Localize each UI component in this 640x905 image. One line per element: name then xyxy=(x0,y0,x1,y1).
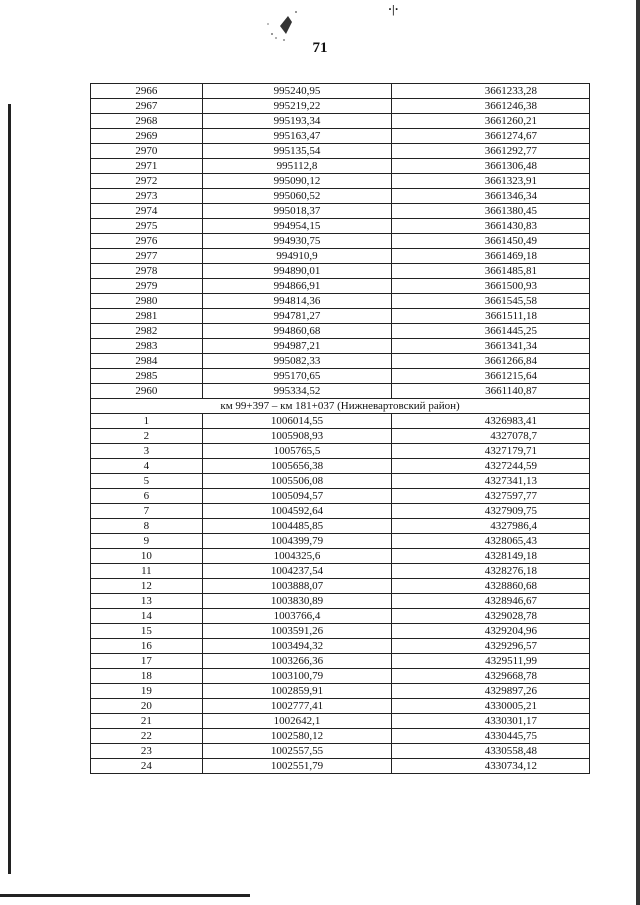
x-coordinate-cell: 1005656,38 xyxy=(202,459,392,474)
x-coordinate-cell: 995163,47 xyxy=(202,129,392,144)
y-coordinate-cell: 4327179,71 xyxy=(392,444,590,459)
scan-edge-right xyxy=(636,0,640,905)
x-coordinate-cell: 994954,15 xyxy=(202,219,392,234)
table-row xyxy=(91,189,590,204)
y-coordinate-cell: 4327909,75 xyxy=(392,504,590,519)
point-number-cell: 2974 xyxy=(91,204,203,219)
y-coordinate-cell: 3661266,84 xyxy=(392,354,590,369)
point-number-cell: 2972 xyxy=(91,174,203,189)
table-row xyxy=(91,429,590,444)
table-row xyxy=(91,384,590,399)
point-number-cell: 5 xyxy=(91,474,203,489)
coordinates-table-body-part1 xyxy=(91,84,590,399)
table-row xyxy=(91,114,590,129)
table-row xyxy=(91,504,590,519)
point-number-cell: 2984 xyxy=(91,354,203,369)
point-number-cell: 2985 xyxy=(91,369,203,384)
table-row xyxy=(91,414,590,429)
point-number-cell: 6 xyxy=(91,489,203,504)
point-number-cell: 2976 xyxy=(91,234,203,249)
x-coordinate-cell: 1003766,4 xyxy=(202,609,392,624)
point-number-cell: 24 xyxy=(91,759,203,774)
y-coordinate-cell: 4328860,68 xyxy=(392,579,590,594)
table-row xyxy=(91,459,590,474)
y-coordinate-cell: 4327078,7 xyxy=(392,429,590,444)
point-number-cell: 3 xyxy=(91,444,203,459)
table-row xyxy=(91,684,590,699)
table-row xyxy=(91,594,590,609)
table-row xyxy=(91,519,590,534)
table-row xyxy=(91,219,590,234)
point-number-cell: 15 xyxy=(91,624,203,639)
x-coordinate-cell: 1004399,79 xyxy=(202,534,392,549)
y-coordinate-cell: 3661430,83 xyxy=(392,219,590,234)
table-row xyxy=(91,129,590,144)
table-row xyxy=(91,474,590,489)
x-coordinate-cell: 1003591,26 xyxy=(202,624,392,639)
table-row xyxy=(91,654,590,669)
table-row xyxy=(91,639,590,654)
x-coordinate-cell: 994781,27 xyxy=(202,309,392,324)
x-coordinate-cell: 995193,34 xyxy=(202,114,392,129)
table-row xyxy=(91,99,590,114)
x-coordinate-cell: 994930,75 xyxy=(202,234,392,249)
table-row xyxy=(91,564,590,579)
section-header-row xyxy=(91,399,590,414)
x-coordinate-cell: 1002859,91 xyxy=(202,684,392,699)
x-coordinate-cell: 994866,91 xyxy=(202,279,392,294)
coordinates-table xyxy=(90,83,590,774)
table-row xyxy=(91,729,590,744)
table-row xyxy=(91,354,590,369)
table-row xyxy=(91,624,590,639)
table-row xyxy=(91,249,590,264)
table-row xyxy=(91,579,590,594)
table-row xyxy=(91,714,590,729)
point-number-cell: 22 xyxy=(91,729,203,744)
x-coordinate-cell: 1004592,64 xyxy=(202,504,392,519)
x-coordinate-cell: 1004325,6 xyxy=(202,549,392,564)
x-coordinate-cell: 1002777,41 xyxy=(202,699,392,714)
y-coordinate-cell: 3661274,67 xyxy=(392,129,590,144)
y-coordinate-cell: 3661140,87 xyxy=(392,384,590,399)
table-row xyxy=(91,609,590,624)
x-coordinate-cell: 994890,01 xyxy=(202,264,392,279)
x-coordinate-cell: 995170,65 xyxy=(202,369,392,384)
table-row xyxy=(91,294,590,309)
point-number-cell: 23 xyxy=(91,744,203,759)
x-coordinate-cell: 1005908,93 xyxy=(202,429,392,444)
x-coordinate-cell: 1002551,79 xyxy=(202,759,392,774)
table-row xyxy=(91,309,590,324)
point-number-cell: 19 xyxy=(91,684,203,699)
x-coordinate-cell: 995090,12 xyxy=(202,174,392,189)
point-number-cell: 2966 xyxy=(91,84,203,99)
x-coordinate-cell: 1004237,54 xyxy=(202,564,392,579)
point-number-cell: 2982 xyxy=(91,324,203,339)
y-coordinate-cell: 3661292,77 xyxy=(392,144,590,159)
x-coordinate-cell: 995082,33 xyxy=(202,354,392,369)
table-row xyxy=(91,489,590,504)
table-row xyxy=(91,699,590,714)
point-number-cell: 2975 xyxy=(91,219,203,234)
table-row xyxy=(91,84,590,99)
y-coordinate-cell: 3661346,34 xyxy=(392,189,590,204)
point-number-cell: 2978 xyxy=(91,264,203,279)
point-number-cell: 2969 xyxy=(91,129,203,144)
point-number-cell: 12 xyxy=(91,579,203,594)
x-coordinate-cell: 995240,95 xyxy=(202,84,392,99)
y-coordinate-cell: 4329897,26 xyxy=(392,684,590,699)
point-number-cell: 2983 xyxy=(91,339,203,354)
y-coordinate-cell: 4329511,99 xyxy=(392,654,590,669)
x-coordinate-cell: 1005506,08 xyxy=(202,474,392,489)
point-number-cell: 2 xyxy=(91,429,203,444)
table-row xyxy=(91,264,590,279)
point-number-cell: 1 xyxy=(91,414,203,429)
y-coordinate-cell: 4328065,43 xyxy=(392,534,590,549)
x-coordinate-cell: 1003888,07 xyxy=(202,579,392,594)
y-coordinate-cell: 3661380,45 xyxy=(392,204,590,219)
point-number-cell: 20 xyxy=(91,699,203,714)
x-coordinate-cell: 1003830,89 xyxy=(202,594,392,609)
x-coordinate-cell: 995135,54 xyxy=(202,144,392,159)
y-coordinate-cell: 4330734,12 xyxy=(392,759,590,774)
y-coordinate-cell: 4330301,17 xyxy=(392,714,590,729)
x-coordinate-cell: 1002642,1 xyxy=(202,714,392,729)
coordinates-table-body-part2 xyxy=(91,414,590,774)
y-coordinate-cell: 3661511,18 xyxy=(392,309,590,324)
y-coordinate-cell: 4329028,78 xyxy=(392,609,590,624)
table-row xyxy=(91,144,590,159)
y-coordinate-cell: 3661445,25 xyxy=(392,324,590,339)
table-row xyxy=(91,534,590,549)
y-coordinate-cell: 4329668,78 xyxy=(392,669,590,684)
y-coordinate-cell: 4330005,21 xyxy=(392,699,590,714)
y-coordinate-cell: 4327341,13 xyxy=(392,474,590,489)
table-row xyxy=(91,174,590,189)
scan-edge-left xyxy=(8,104,11,874)
y-coordinate-cell: 4327986,4 xyxy=(392,519,590,534)
x-coordinate-cell: 1003266,36 xyxy=(202,654,392,669)
table-row xyxy=(91,204,590,219)
x-coordinate-cell: 1006014,55 xyxy=(202,414,392,429)
point-number-cell: 16 xyxy=(91,639,203,654)
x-coordinate-cell: 1002580,12 xyxy=(202,729,392,744)
table-row xyxy=(91,279,590,294)
table-row xyxy=(91,339,590,354)
y-coordinate-cell: 4327244,59 xyxy=(392,459,590,474)
x-coordinate-cell: 995112,8 xyxy=(202,159,392,174)
point-number-cell: 2973 xyxy=(91,189,203,204)
y-coordinate-cell: 3661485,81 xyxy=(392,264,590,279)
y-coordinate-cell: 3661306,48 xyxy=(392,159,590,174)
y-coordinate-cell: 4328149,18 xyxy=(392,549,590,564)
point-number-cell: 2970 xyxy=(91,144,203,159)
table-row xyxy=(91,444,590,459)
x-coordinate-cell: 1003494,32 xyxy=(202,639,392,654)
x-coordinate-cell: 994860,68 xyxy=(202,324,392,339)
y-coordinate-cell: 3661545,58 xyxy=(392,294,590,309)
scan-artifact-mark: ·|· xyxy=(388,2,399,16)
y-coordinate-cell: 4326983,41 xyxy=(392,414,590,429)
y-coordinate-cell: 4329296,57 xyxy=(392,639,590,654)
x-coordinate-cell: 994814,36 xyxy=(202,294,392,309)
x-coordinate-cell: 995334,52 xyxy=(202,384,392,399)
point-number-cell: 2977 xyxy=(91,249,203,264)
point-number-cell: 2968 xyxy=(91,114,203,129)
point-number-cell: 21 xyxy=(91,714,203,729)
y-coordinate-cell: 4330445,75 xyxy=(392,729,590,744)
x-coordinate-cell: 1005094,57 xyxy=(202,489,392,504)
y-coordinate-cell: 4329204,96 xyxy=(392,624,590,639)
table-row xyxy=(91,234,590,249)
x-coordinate-cell: 995018,37 xyxy=(202,204,392,219)
y-coordinate-cell: 3661246,38 xyxy=(392,99,590,114)
page-number: 71 xyxy=(312,40,328,56)
scan-edge-bottom xyxy=(0,894,250,897)
point-number-cell: 11 xyxy=(91,564,203,579)
table-row xyxy=(91,744,590,759)
section-title: км 99+397 – км 181+037 (Нижневартовский район) xyxy=(91,399,590,414)
y-coordinate-cell: 3661450,49 xyxy=(392,234,590,249)
point-number-cell: 2981 xyxy=(91,309,203,324)
y-coordinate-cell: 3661260,21 xyxy=(392,114,590,129)
y-coordinate-cell: 3661323,91 xyxy=(392,174,590,189)
x-coordinate-cell: 994987,21 xyxy=(202,339,392,354)
x-coordinate-cell: 994910,9 xyxy=(202,249,392,264)
x-coordinate-cell: 1003100,79 xyxy=(202,669,392,684)
point-number-cell: 2967 xyxy=(91,99,203,114)
section-header-group xyxy=(91,399,590,414)
y-coordinate-cell: 3661233,28 xyxy=(392,84,590,99)
y-coordinate-cell: 4328276,18 xyxy=(392,564,590,579)
x-coordinate-cell: 995060,52 xyxy=(202,189,392,204)
table-row xyxy=(91,669,590,684)
y-coordinate-cell: 4330558,48 xyxy=(392,744,590,759)
y-coordinate-cell: 4328946,67 xyxy=(392,594,590,609)
y-coordinate-cell: 3661500,93 xyxy=(392,279,590,294)
point-number-cell: 4 xyxy=(91,459,203,474)
x-coordinate-cell: 1004485,85 xyxy=(202,519,392,534)
point-number-cell: 2980 xyxy=(91,294,203,309)
y-coordinate-cell: 3661215,64 xyxy=(392,369,590,384)
point-number-cell: 13 xyxy=(91,594,203,609)
y-coordinate-cell: 3661469,18 xyxy=(392,249,590,264)
point-number-cell: 7 xyxy=(91,504,203,519)
point-number-cell: 8 xyxy=(91,519,203,534)
x-coordinate-cell: 995219,22 xyxy=(202,99,392,114)
x-coordinate-cell: 1005765,5 xyxy=(202,444,392,459)
y-coordinate-cell: 4327597,77 xyxy=(392,489,590,504)
point-number-cell: 17 xyxy=(91,654,203,669)
table-row xyxy=(91,369,590,384)
table-row xyxy=(91,549,590,564)
x-coordinate-cell: 1002557,55 xyxy=(202,744,392,759)
point-number-cell: 9 xyxy=(91,534,203,549)
point-number-cell: 10 xyxy=(91,549,203,564)
point-number-cell: 2971 xyxy=(91,159,203,174)
y-coordinate-cell: 3661341,34 xyxy=(392,339,590,354)
point-number-cell: 2979 xyxy=(91,279,203,294)
table-row xyxy=(91,324,590,339)
point-number-cell: 2960 xyxy=(91,384,203,399)
point-number-cell: 14 xyxy=(91,609,203,624)
point-number-cell: 18 xyxy=(91,669,203,684)
table-row xyxy=(91,159,590,174)
table-row xyxy=(91,759,590,774)
